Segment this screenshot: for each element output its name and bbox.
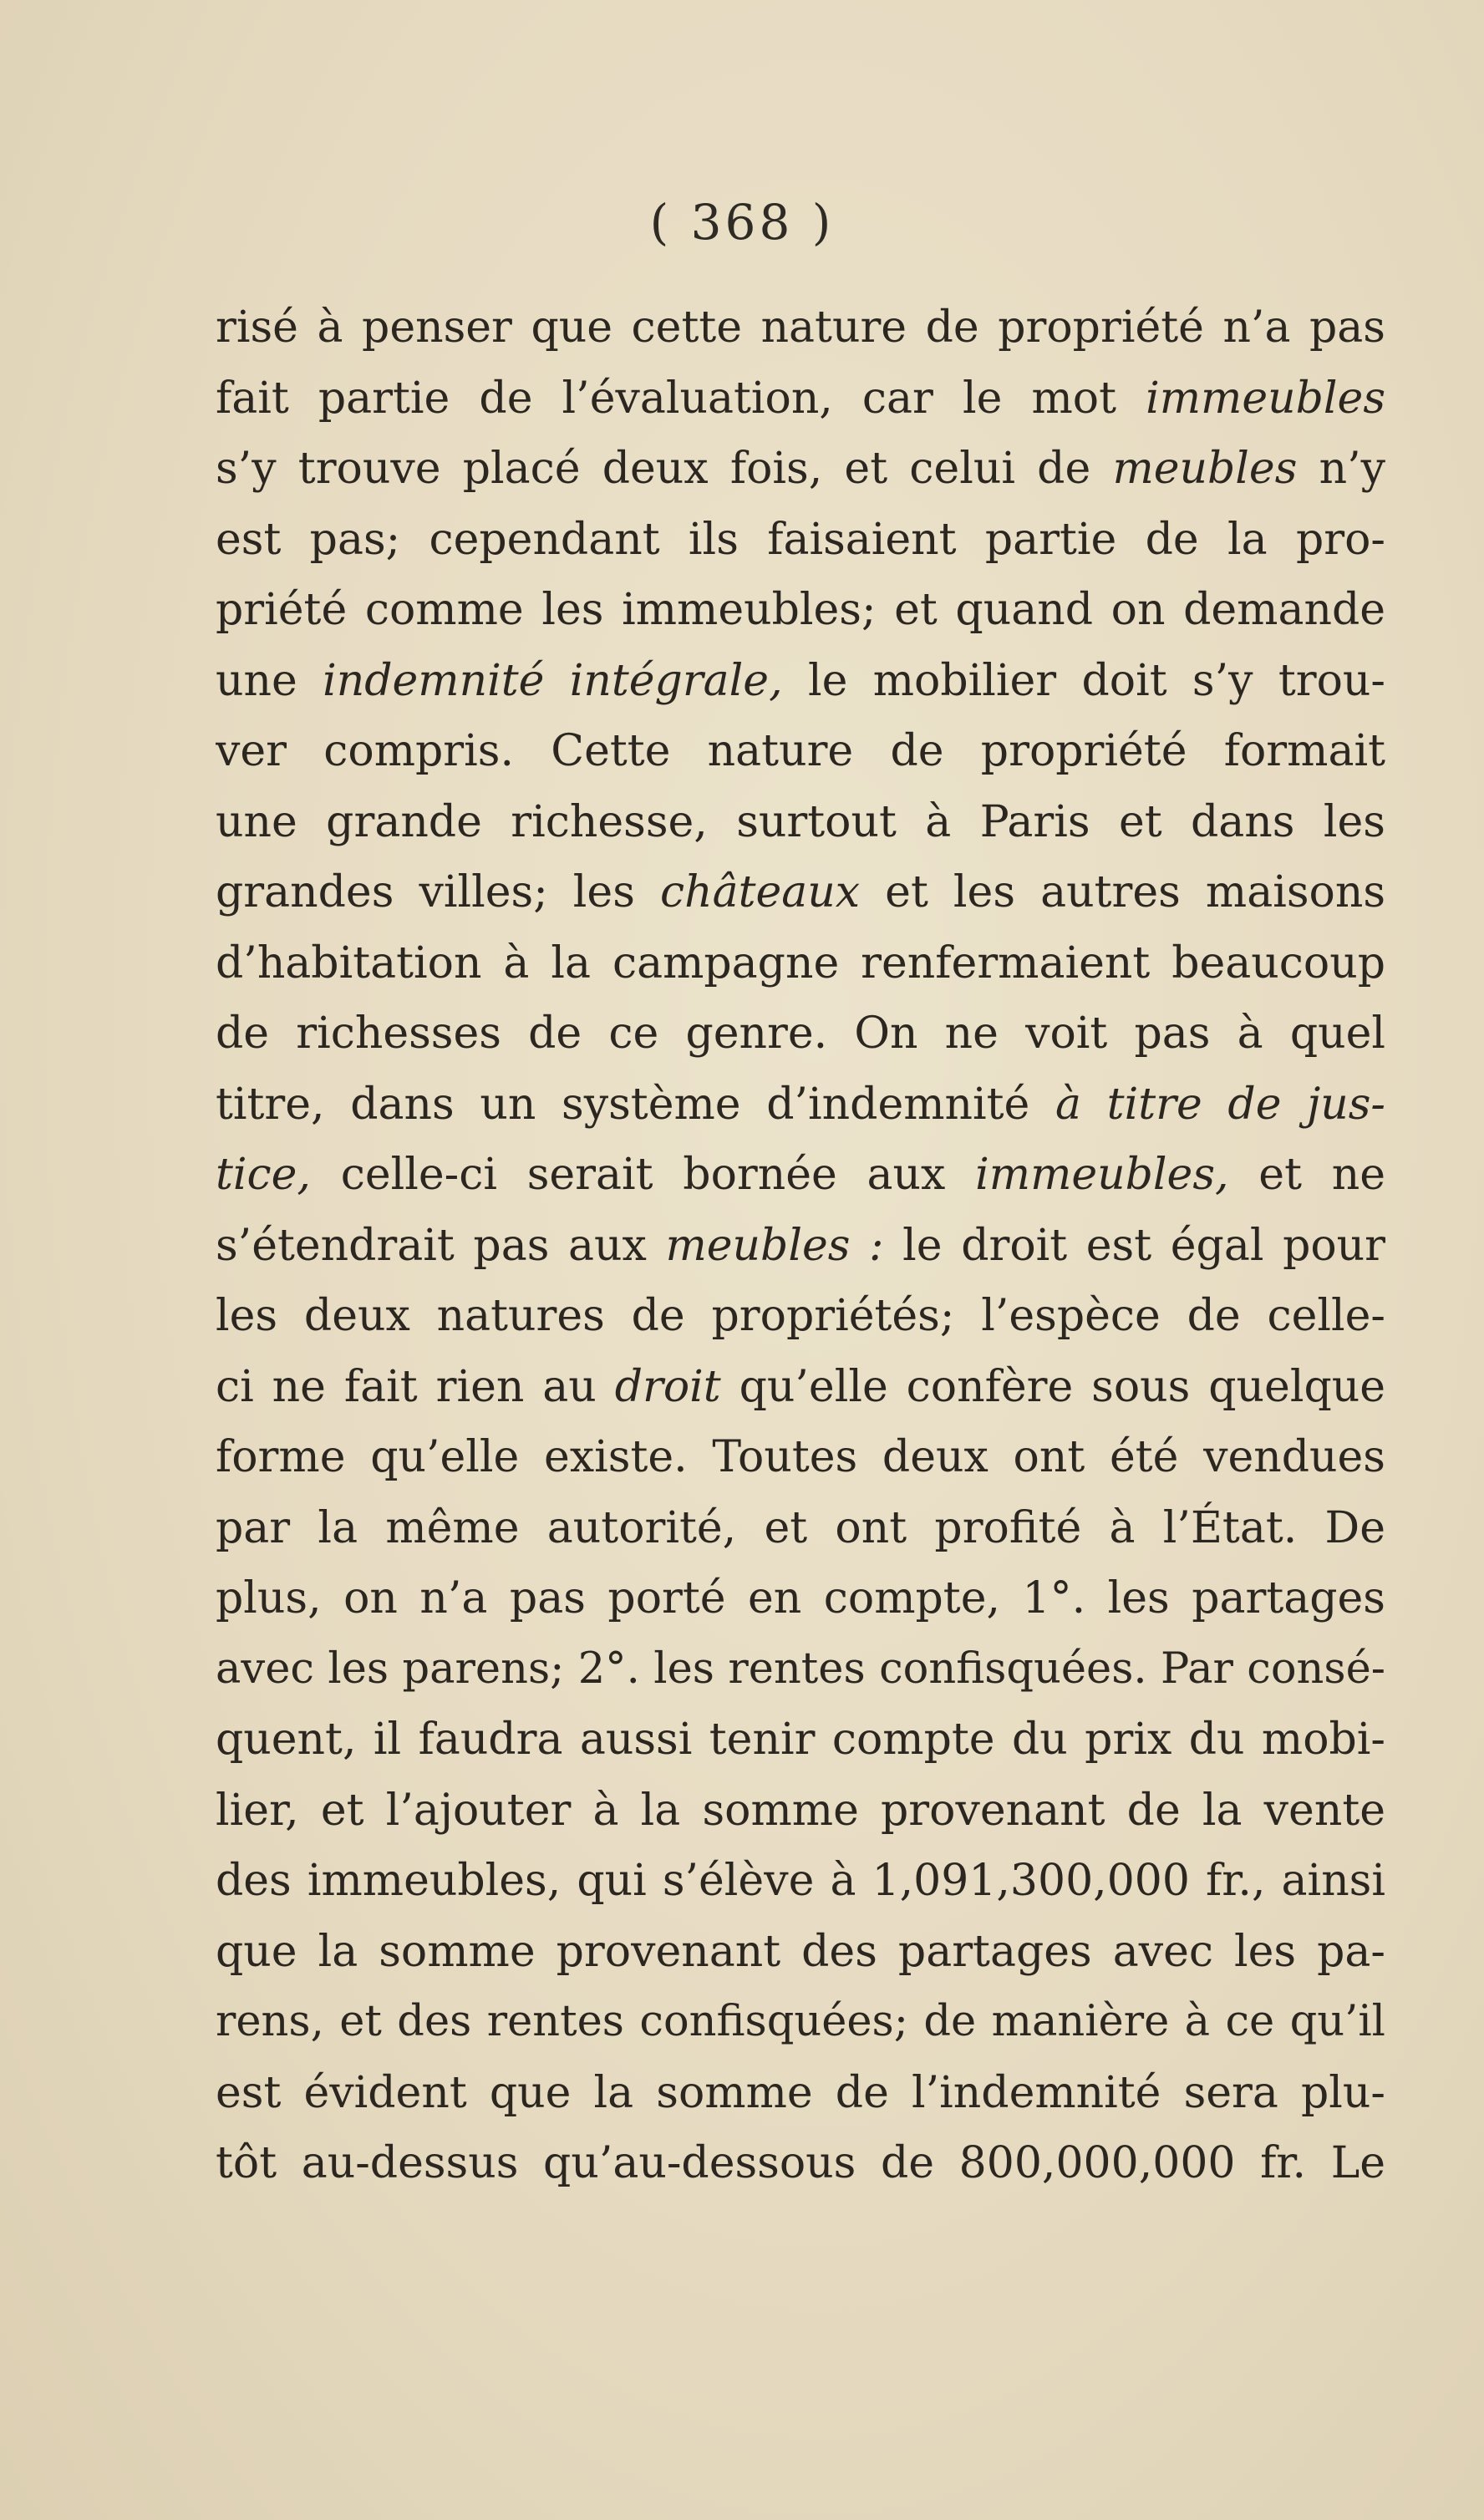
text-line — [216, 575, 1385, 646]
italic-text: tice, — [216, 1150, 311, 1200]
text-line — [216, 1987, 1385, 2058]
italic-text: droit — [614, 1361, 721, 1412]
text-segment: priété comme les immeubles; et quand on demande — [216, 585, 1385, 635]
text-segment: qu’elle confère sous quelque — [720, 1361, 1385, 1412]
italic-text: meubles — [1112, 444, 1298, 494]
text-line — [216, 1493, 1385, 1564]
text-segment: ci ne fait rien au — [216, 1361, 615, 1412]
text-line — [216, 998, 1385, 1069]
italic-text: immeubles — [1146, 373, 1385, 424]
text-segment: les deux natures de propriétés; l’espèce de celle- — [216, 1291, 1385, 1341]
text-line — [216, 1563, 1385, 1634]
text-segment: par la même autorité, et ont profité à l’État. De — [216, 1502, 1385, 1553]
text-line — [216, 787, 1385, 858]
text-segment: forme qu’elle existe. Toutes deux ont été vendues — [216, 1432, 1385, 1482]
text-segment: est pas; cependant ils faisaient partie de la pro- — [216, 514, 1385, 565]
text-segment: quent, il faudra aussi tenir compte du prix du mobi- — [216, 1715, 1385, 1765]
text-line — [216, 1352, 1385, 1423]
text-line — [216, 2058, 1385, 2129]
text-segment: s’y trouve placé deux fois, et celui de — [216, 444, 1113, 494]
text-line — [216, 363, 1385, 434]
text-line — [216, 1776, 1385, 1847]
text-line — [216, 1917, 1385, 1988]
text-line — [216, 646, 1385, 717]
italic-text: indemnité intégrale, — [323, 655, 783, 706]
text-segment: fait partie de l’évaluation, car le mot — [216, 373, 1146, 424]
text-line — [216, 1422, 1385, 1493]
text-line — [216, 1069, 1385, 1141]
text-line — [216, 1634, 1385, 1705]
text-segment: n’y — [1297, 444, 1385, 494]
text-segment: s’étendrait pas aux — [216, 1220, 666, 1271]
text-segment: risé à penser que cette nature de propriété n’a pas — [216, 302, 1385, 353]
text-segment: une grande richesse, surtout à Paris et dans les — [216, 796, 1385, 847]
text-line — [216, 292, 1385, 363]
text-segment: d’habitation à la campagne renfermaient beaucoup — [216, 937, 1385, 988]
text-segment: le mobilier doit s’y trou- — [782, 655, 1385, 706]
text-segment: des immeubles, qui s’élève à 1,091,300,000 fr., ainsi — [216, 1856, 1385, 1906]
text-line — [216, 1281, 1385, 1352]
text-segment: une — [216, 655, 323, 706]
text-segment: plus, on n’a pas porté en compte, 1°. les partages — [216, 1573, 1385, 1623]
text-line — [216, 1846, 1385, 1917]
text-line — [216, 2128, 1385, 2199]
text-line — [216, 434, 1385, 505]
text-line — [216, 1705, 1385, 1776]
text-segment: que la somme provenant des partages avec les pa- — [216, 1926, 1385, 1977]
text-segment: avec les parens; 2°. les rentes confisquées. Par consé- — [216, 1644, 1385, 1694]
text-line — [216, 1140, 1385, 1211]
italic-text: immeubles, — [975, 1150, 1229, 1200]
text-line — [216, 857, 1385, 928]
text-line — [216, 928, 1385, 999]
italic-text: à titre de jus- — [1055, 1079, 1385, 1130]
text-segment: grandes villes; les — [216, 867, 660, 917]
text-line — [216, 1211, 1385, 1282]
page-number: ( 368 ) — [649, 194, 835, 251]
text-line — [216, 505, 1385, 576]
text-segment: le droit est égal pour — [883, 1220, 1385, 1271]
body-text — [216, 292, 1385, 2199]
text-segment: lier, et l’ajouter à la somme provenant de la vente — [216, 1785, 1385, 1836]
text-segment: et les autres maisons — [860, 867, 1385, 917]
text-segment: rens, et des rentes confisquées; de manière à ce qu’il — [216, 1997, 1385, 2046]
text-segment: titre, dans un système d’indemnité — [216, 1079, 1055, 1130]
italic-text: châteaux — [659, 867, 861, 917]
text-line — [216, 716, 1385, 787]
text-segment: ver compris. Cette nature de propriété formait — [216, 726, 1385, 776]
text-segment: est évident que la somme de l’indemnité sera plu- — [216, 2067, 1385, 2118]
text-segment: tôt au-dessus qu’au-dessous de 800,000,000 fr. Le — [216, 2138, 1385, 2188]
italic-text: meubles : — [665, 1220, 884, 1271]
text-segment: de richesses de ce genre. On ne voit pas à quel — [216, 1009, 1385, 1059]
text-segment: et ne — [1228, 1150, 1385, 1200]
text-segment: celle-ci serait bornée aux — [310, 1150, 976, 1200]
